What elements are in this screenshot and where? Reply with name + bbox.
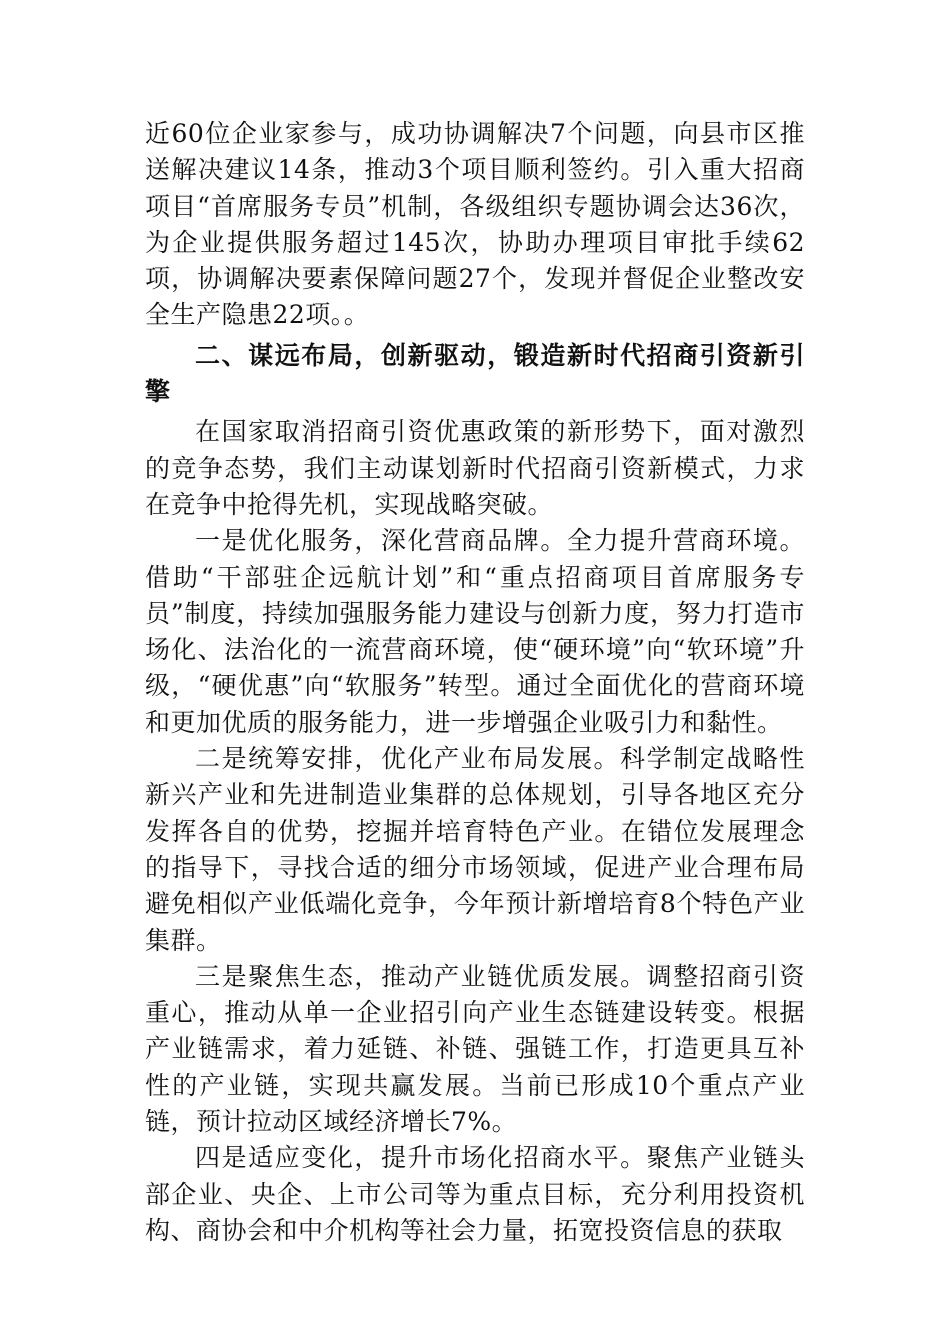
paragraph-point-one: 一是优化服务，深化营商品牌。全力提升营商环境。借助“干部驻企远航计划”和“重点招商项目首席服务专员”制度，持续加强服务能力建设与创新力度，努力打造市场化、法治化的一流营商环境，使“硬环境”向“软环境”升级，“硬优惠”向“软服务”转型。通过全面优化的营商环境和更加优质的服务能力，进一步增强企业吸引力和黏性。 bbox=[145, 526, 805, 737]
paragraph-intro: 在国家取消招商引资优惠政策的新形势下，面对激烈的竞争态势，我们主动谋划新时代招商引资新模式，力求在竞争中抢得先机，实现战略突破。 bbox=[145, 417, 805, 519]
paragraph-point-two: 二是统筹安排，优化产业布局发展。科学制定战略性新兴产业和先进制造业集群的总体规划，引导各地区充分发挥各自的优势，挖掘并培育特色产业。在错位发展理念的指导下，寻找合适的细分市场领域，促进产业合理布局避免相似产业低端化竞争，今年预计新增培育8个特色产业集群。 bbox=[145, 744, 805, 955]
paragraph-point-three: 三是聚焦生态，推动产业链优质发展。调整招商引资重心，推动从单一企业招引向产业生态链建设转变。根据产业链需求，着力延链、补链、强链工作，打造更具互补性的产业链，实现共赢发展。当前已形成10个重点产业链，预计拉动区域经济增长7%。 bbox=[145, 961, 805, 1137]
section-heading: 二、谋远布局，创新驱动，锻造新时代招商引资新引擎 bbox=[145, 340, 805, 407]
paragraph-continuation: 近60位企业家参与，成功协调解决7个问题，向县市区推送解决建议14条，推动3个项目顺利签约。引入重大招商项目“首席服务专员”机制，各级组织专题协调会达36次，为企业提供服务超过145次，协助办理项目审批手续62项，协调解决要素保障问题27个，发现并督促企业整改安全生产隐患22项。。 bbox=[145, 119, 805, 330]
document-body bbox=[145, 116, 805, 1249]
paragraph-point-four: 四是适应变化，提升市场化招商水平。聚焦产业链头部企业、央企、上市公司等为重点目标，充分利用投资机构、商协会和中介机构等社会力量，拓宽投资信息的获取 bbox=[145, 1143, 805, 1245]
